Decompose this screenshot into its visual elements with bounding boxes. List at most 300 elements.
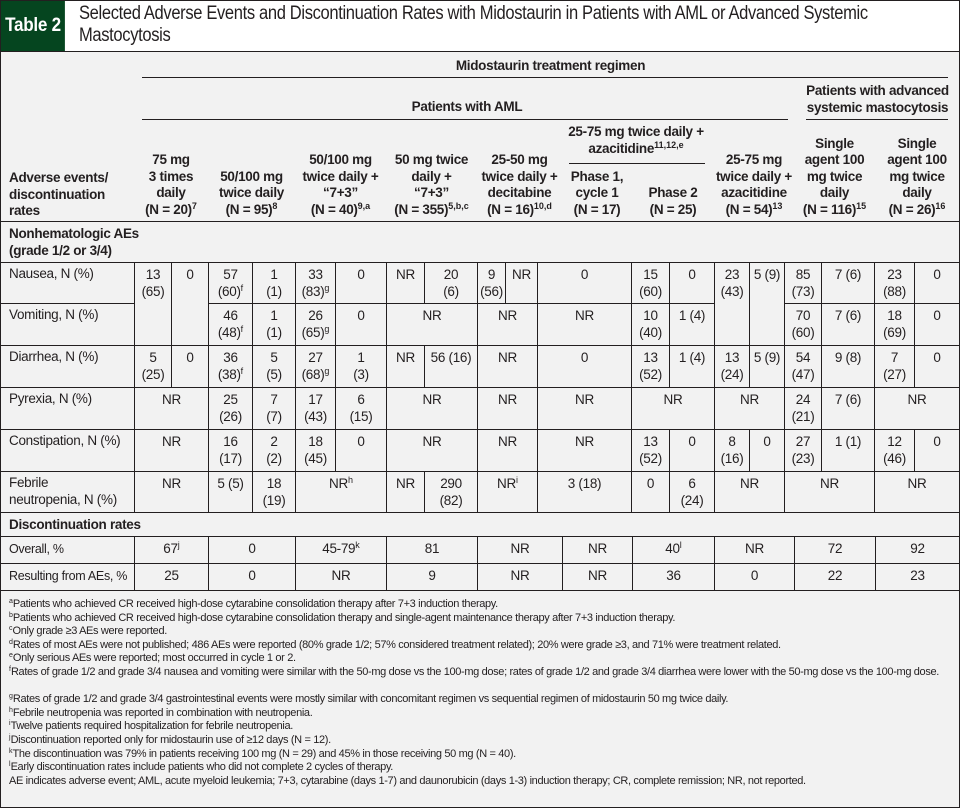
row-divider xyxy=(1,387,134,388)
footnote-mark: i xyxy=(9,720,11,728)
table-cell-line: 25 xyxy=(223,392,238,407)
table-cell xyxy=(335,303,386,345)
row-label xyxy=(9,475,117,508)
table-cell-line: (2) xyxy=(266,450,282,466)
table-cell-line: NR xyxy=(422,308,442,323)
footnote-marker: l xyxy=(679,540,682,550)
table-cell xyxy=(537,387,631,429)
header-divider-aza xyxy=(569,163,705,164)
table-cell xyxy=(821,303,874,345)
column-header-line: azacitidine xyxy=(721,185,787,200)
table-cell xyxy=(477,345,537,387)
table-cell-line: NR xyxy=(740,392,759,407)
table-cell xyxy=(134,536,208,563)
table-cell-line: $NR^h$ xyxy=(329,475,353,491)
column-header xyxy=(295,152,386,218)
table-cell-line: (88) xyxy=(883,283,906,299)
table-cell xyxy=(631,429,669,471)
table-cell xyxy=(749,262,784,345)
column-header-line: 25-50 mg xyxy=(491,152,548,167)
table-cell xyxy=(537,471,631,512)
table-cell-line: 85 xyxy=(795,267,811,282)
table-cell xyxy=(821,387,874,429)
table-cell-line: 1 xyxy=(270,267,278,282)
column-header-line: “7+3” xyxy=(323,185,358,200)
footnote-marker: g xyxy=(324,282,330,293)
table-cell xyxy=(821,345,874,387)
section-nonheme-line-2: (grade 1/2 or 3/4) xyxy=(9,242,112,258)
footnote-marker: k xyxy=(355,540,360,550)
table-cell-line: NR xyxy=(575,434,594,449)
table-cell-line: $(60)^f$ xyxy=(217,282,244,299)
table-cell-line: 12 xyxy=(887,434,902,449)
table-cell xyxy=(295,387,335,429)
table-cell-line: 1 (4) xyxy=(678,308,706,323)
table-cell-line: 0 xyxy=(688,434,696,449)
table-cell xyxy=(252,471,295,512)
column-header-sup: 15 xyxy=(856,200,867,211)
table-cell xyxy=(477,387,537,429)
table-cell-line: (16) xyxy=(720,450,744,466)
table-cell xyxy=(714,471,784,512)
table-cell-line: NR xyxy=(498,434,517,449)
table-cell xyxy=(386,536,477,563)
column-header-line: (N = 95)$^8$ xyxy=(225,200,278,217)
table-cell-line: (21) xyxy=(791,408,815,424)
column-header-line: decitabine xyxy=(487,185,552,200)
header-group-midostaurin: Midostaurin treatment regimen xyxy=(455,58,646,73)
row-divider xyxy=(1,429,134,430)
table-cell xyxy=(386,387,477,429)
table-cell xyxy=(171,345,208,387)
table-cell xyxy=(632,536,714,563)
table-cell xyxy=(134,471,208,512)
table-cell xyxy=(537,262,631,303)
column-header-line: twice daily + xyxy=(715,168,792,184)
table-cell-line: (5) xyxy=(266,366,282,382)
table-cell-line: (6) xyxy=(443,283,459,299)
column-header xyxy=(794,136,875,219)
column-header xyxy=(477,152,562,218)
table-cell xyxy=(295,471,386,512)
table-cell-line: 8 xyxy=(728,434,736,449)
header-bottom-border xyxy=(1,221,959,222)
footnote xyxy=(9,720,293,734)
footnote xyxy=(9,734,331,748)
column-header-line: 50/100 mg xyxy=(309,152,372,167)
table-cell-line: 5 xyxy=(270,350,278,365)
footnote xyxy=(9,639,781,653)
table-cell-line: 81 xyxy=(424,541,440,556)
table-cell-line: NR xyxy=(498,350,517,365)
table-cell xyxy=(562,536,632,563)
table-cell-line: 7 (6) xyxy=(834,267,862,282)
table-cell-line: (3) xyxy=(353,366,369,382)
column-header-line: daily + xyxy=(411,168,452,184)
table-cell-line: 1 (1) xyxy=(834,434,862,449)
table-cell-line: NR xyxy=(512,267,531,282)
table-cell xyxy=(914,345,959,387)
table-cell-line: (1) xyxy=(266,324,282,340)
section-nonhematologic xyxy=(9,226,139,259)
table-cell-line: 15 xyxy=(643,267,658,282)
table-title-line-1: Selected Adverse Events and Discontinuation Rates with Midostaurin in Patients with AML or Advanced Systemic xyxy=(79,3,868,24)
footnote xyxy=(9,612,675,626)
row-label-header-line-2: discontinuation xyxy=(9,186,105,202)
table-cell xyxy=(562,563,632,590)
table-cell xyxy=(631,471,669,512)
table-cell-line: 16 xyxy=(223,434,238,449)
table-cell xyxy=(537,303,631,345)
table-cell xyxy=(631,345,669,387)
table-cell-line: NR xyxy=(745,541,764,556)
table-cell xyxy=(537,429,631,471)
header-divider xyxy=(142,77,948,78)
column-header-line: 50 mg twice xyxy=(394,152,469,167)
column-header xyxy=(134,152,208,218)
footnote-text: Only grade ≥3 AEs were reported. xyxy=(12,625,167,638)
table-cell-line: (24) xyxy=(720,366,744,382)
row-label xyxy=(9,349,98,366)
table-cell xyxy=(874,262,914,303)
table-cell xyxy=(208,429,252,471)
column-header-line: twice daily + xyxy=(481,168,558,184)
table-cell xyxy=(134,429,208,471)
table-cell-line: (27) xyxy=(883,366,906,382)
column-header-line: agent 100 xyxy=(887,152,947,167)
table-cell xyxy=(784,471,874,512)
table-title-line-2: Mastocytosis xyxy=(79,25,171,46)
table-cell-line: 33 xyxy=(308,267,323,282)
footnote-text: Patients who achieved CR received high-dose cytarabine consolidation therapy and single-agent maintenance therapy after 7+3 induction therapy. xyxy=(12,611,676,624)
row-label-line: Constipation, N (%) xyxy=(9,433,121,448)
table-cell xyxy=(749,429,784,471)
column-header xyxy=(632,185,714,218)
table-cell-line: 1 xyxy=(357,350,365,365)
table-cell xyxy=(631,262,669,303)
table-cell-line: $(68)^g$ xyxy=(301,365,330,382)
table-cell-line: 92 xyxy=(910,541,925,556)
table-cell-line: NR xyxy=(588,541,607,556)
table-cell xyxy=(335,262,386,303)
table-cell-line: NR xyxy=(422,434,442,449)
table-cell-line: 17 xyxy=(308,392,323,407)
column-header xyxy=(714,152,794,218)
table-cell-line: 36 xyxy=(666,568,681,583)
table-cell-line: NR xyxy=(907,392,927,407)
table-cell-line: NR xyxy=(162,434,181,449)
table-cell-line: 10 xyxy=(643,308,658,323)
table-cell xyxy=(784,303,821,345)
table-cell xyxy=(134,345,171,387)
abbreviations-note: AE indicates adverse event; AML, acute myeloid leukemia; 7+3, cytarabine (days 1-7) and daunorubicin (days 1-3) induction therapy; CR, complete remission; NR, not reported. xyxy=(9,774,806,787)
table-cell xyxy=(794,563,875,590)
footnote xyxy=(9,761,393,775)
table-cell-line: (1) xyxy=(266,283,282,299)
table-cell xyxy=(632,563,714,590)
column-header-line: 50/100 mg xyxy=(220,168,283,184)
table-cell xyxy=(208,471,252,512)
table-cell-line: NR xyxy=(907,476,927,491)
table-cell-line: 290 xyxy=(440,476,462,491)
table-cell-line: 46 xyxy=(223,308,238,323)
table-cell xyxy=(714,387,784,429)
column-header-line: (N = 25) xyxy=(649,201,697,217)
table-cell-line: (45) xyxy=(304,450,327,466)
table-cell-line: (82) xyxy=(439,492,463,508)
table-cell xyxy=(208,262,252,303)
table-cell-line: NR xyxy=(396,350,415,365)
table-cell xyxy=(714,536,794,563)
table-cell-line: 1 xyxy=(270,308,278,323)
table-cell-line: NR xyxy=(396,267,415,282)
table-cell xyxy=(714,429,749,471)
footnote-mark: b xyxy=(9,611,13,619)
row-label-line: Pyrexia, N (%) xyxy=(9,391,92,406)
table-cell-line: NR xyxy=(820,476,839,491)
table-cell xyxy=(134,262,171,345)
table-cell xyxy=(295,536,386,563)
column-header-line: (N = 355)$^{5,b,c}$ xyxy=(394,200,469,217)
column-header-line: Phase 2 xyxy=(648,185,698,200)
table-cell xyxy=(914,262,959,303)
table-cell-line: (26) xyxy=(219,408,242,424)
table-cell xyxy=(252,345,295,387)
table-cell xyxy=(784,345,821,387)
header-group-aml: Patients with AML xyxy=(411,99,523,114)
row-label-line: Diarrhea, N (%) xyxy=(9,349,99,364)
table-cell-line: (46) xyxy=(883,450,906,466)
row-divider xyxy=(1,262,959,263)
table-cell-line: 45-79$^k$ xyxy=(322,540,360,556)
table-cell xyxy=(386,429,477,471)
table-cell-line: 0 xyxy=(933,308,941,323)
table-cell xyxy=(874,387,959,429)
header-sm-line-2: systemic mastocytosis xyxy=(806,99,949,115)
table-title xyxy=(79,3,868,47)
table-cell xyxy=(784,387,821,429)
header-divider-aml xyxy=(142,119,788,120)
table-cell xyxy=(386,563,477,590)
row-label-header-line-1: Adverse events/ xyxy=(9,170,109,185)
table-cell-line: NR xyxy=(498,392,517,407)
row-divider xyxy=(1,512,959,513)
table-cell-line: NR xyxy=(510,568,530,583)
table-cell-line: 23 xyxy=(887,267,902,282)
table-cell xyxy=(669,471,714,512)
footnote-marker: f xyxy=(240,365,244,376)
column-header-line: twice daily xyxy=(219,185,284,200)
table-cell xyxy=(875,536,959,563)
table-cell xyxy=(874,303,914,345)
table-cell xyxy=(208,303,252,345)
table-cell-line: (73) xyxy=(791,283,815,299)
table-cell-line: 0 xyxy=(750,568,759,583)
footnote-marker: g xyxy=(324,323,330,334)
table-cell xyxy=(914,429,959,471)
table-cell-line: 23 xyxy=(724,267,740,282)
footnote-text: Patients who achieved CR received high-dose cytarabine consolidation therapy after 7+3 induction therapy. xyxy=(12,598,498,610)
table-cell xyxy=(914,303,959,345)
table-cell-line: NR xyxy=(498,308,517,323)
column-header-line: mg twice xyxy=(806,168,863,184)
table-cell xyxy=(424,471,477,512)
column-header-line: twice daily + xyxy=(302,168,379,184)
footnote-mark: f xyxy=(9,666,11,673)
table-cell xyxy=(477,303,537,345)
table-cell-line: 18 xyxy=(266,476,282,491)
table-cell xyxy=(335,345,386,387)
column-header-line: mg twice xyxy=(889,168,945,184)
footnote-text: Twelve patients required hospitalization for febrile neutropenia. xyxy=(10,720,293,733)
column-header-line: cycle 1 xyxy=(575,185,619,200)
table-cell xyxy=(252,429,295,471)
row-divider xyxy=(1,303,134,304)
column-header-sup: 5,b,c xyxy=(448,200,469,211)
table-cell-line: 20 xyxy=(443,267,459,282)
table-cell-line: (60) xyxy=(791,324,815,340)
table-cell xyxy=(669,429,714,471)
table-cell xyxy=(252,262,295,303)
table-cell-line: 0 xyxy=(580,267,589,282)
table-cell xyxy=(208,387,252,429)
footnote-text: The discontinuation was 79% in patients receiving 100 mg (N = 29) and 45% in those receiving 50 mg (N = 40). xyxy=(12,747,516,760)
table-cell-line: 3 (18) xyxy=(567,476,602,491)
table-cell-line: $(38)^f$ xyxy=(217,365,244,382)
footnote xyxy=(9,693,728,707)
table-cell xyxy=(821,429,874,471)
table-cell xyxy=(477,429,537,471)
table-cell-line: NR xyxy=(575,392,594,407)
table-cell xyxy=(295,345,335,387)
row-label-line: neutropenia, N (%) xyxy=(9,491,117,507)
column-header-line: agent 100 xyxy=(804,152,865,167)
row-label xyxy=(9,391,92,408)
footnote-mark: a xyxy=(9,598,13,605)
table-cell-line: (52) xyxy=(639,450,662,466)
table-cell-line: 57 xyxy=(223,267,238,282)
table-cell xyxy=(335,387,386,429)
table-cell xyxy=(669,345,714,387)
table-cell-line: 23 xyxy=(910,568,925,583)
table-cell-line: 0 xyxy=(580,350,589,365)
row-label xyxy=(9,266,94,283)
table-cell-line: 9 xyxy=(487,267,496,282)
row-label-header xyxy=(9,170,108,220)
column-header-line: (N = 16)$^{10,d}$ xyxy=(487,200,552,217)
table-cell xyxy=(874,429,914,471)
table-cell xyxy=(477,471,537,512)
table-cell-line: 9 (8) xyxy=(834,350,862,365)
table-cell-line: NR xyxy=(162,392,181,407)
table-cell-line: (43) xyxy=(720,283,744,299)
footnote-mark: j xyxy=(9,734,11,741)
table-cell xyxy=(784,429,821,471)
table-cell xyxy=(821,262,874,303)
table-cell xyxy=(252,303,295,345)
column-header xyxy=(562,169,632,219)
table-cell-line: (52) xyxy=(639,366,662,382)
table-cell xyxy=(505,262,537,303)
table-cell-line: 7 xyxy=(890,350,899,365)
table-cell-line: (65) xyxy=(141,283,165,299)
table-cell xyxy=(874,345,914,387)
row-label xyxy=(9,307,98,324)
column-header xyxy=(208,169,295,219)
table-cell xyxy=(134,563,208,590)
table-cell-line: 0 xyxy=(646,476,655,491)
table-cell-line: NR xyxy=(510,541,530,556)
table-cell xyxy=(631,303,669,345)
row-label: Overall, % xyxy=(9,542,64,556)
table-cell-line: (17) xyxy=(219,450,242,466)
column-header-line: (N = 17) xyxy=(573,201,621,217)
table-cell-line: 0 xyxy=(357,308,365,323)
table-cell-line: NR xyxy=(162,476,181,491)
header-group-sm xyxy=(796,83,959,116)
column-header xyxy=(875,136,959,219)
table-cell xyxy=(794,536,875,563)
column-header-line: “7+3” xyxy=(414,185,449,200)
column-header-line: daily xyxy=(902,185,932,200)
table-cell xyxy=(252,387,295,429)
table-cell xyxy=(171,262,208,345)
table-cell-line: 0 xyxy=(186,267,194,282)
table-cell-line: 26 xyxy=(308,308,323,323)
table-cell-line: NR xyxy=(663,392,683,407)
table-cell-line: 0 xyxy=(933,267,941,282)
footnote xyxy=(9,625,167,639)
table-cell xyxy=(784,262,821,303)
table-cell-line: (47) xyxy=(791,366,815,382)
table-cell xyxy=(424,262,477,303)
table-cell-line: 0 xyxy=(357,434,365,449)
footnote xyxy=(9,666,949,680)
table-cell-line: 6 xyxy=(688,476,696,491)
footnote-marker: g xyxy=(324,365,330,376)
table-cell-line: $NR^i$ xyxy=(497,475,518,491)
table-cell-line: NR xyxy=(422,392,442,407)
column-header-sup: 10,d xyxy=(533,200,552,211)
table-cell-line: 18 xyxy=(308,434,323,449)
column-header-line: (N = 26)$^{16}$ xyxy=(888,200,946,217)
column-header-line: 25-75 mg xyxy=(725,152,783,167)
table-title-bar xyxy=(1,1,959,52)
header-group-azacitidine xyxy=(556,124,716,157)
column-header-sup: 8 xyxy=(272,200,278,211)
footnote-mark: e xyxy=(9,652,13,660)
table-cell xyxy=(477,536,562,563)
table-cell-line: 27 xyxy=(795,434,811,449)
table-cell xyxy=(386,471,424,512)
table-cell-line: 5 (9) xyxy=(753,350,781,365)
table-cell-line: 0 xyxy=(688,267,696,282)
table-cell-line: 13 xyxy=(145,267,161,282)
table-cell-line: 6 xyxy=(357,392,365,407)
footnote-text: Rates of grade 1/2 and grade 3/4 gastrointestinal events were mostly similar with concomitant regimen vs sequential regimen of midostaurin 50 mg twice daily. xyxy=(12,693,729,706)
footnote xyxy=(9,707,312,721)
table-cell-line: NR xyxy=(740,476,759,491)
table-cell-line: 54 xyxy=(795,350,811,365)
table-cell-line: 67$^j$ xyxy=(163,540,180,556)
table-cell-line: $(83)^g$ xyxy=(301,282,330,299)
footnote-mark: d xyxy=(9,638,13,646)
row-label-header-line-3: rates xyxy=(9,203,40,218)
table-cell xyxy=(714,345,749,387)
table-cell xyxy=(749,345,784,387)
column-header-line: Single xyxy=(815,135,854,151)
table-cell xyxy=(875,563,959,590)
